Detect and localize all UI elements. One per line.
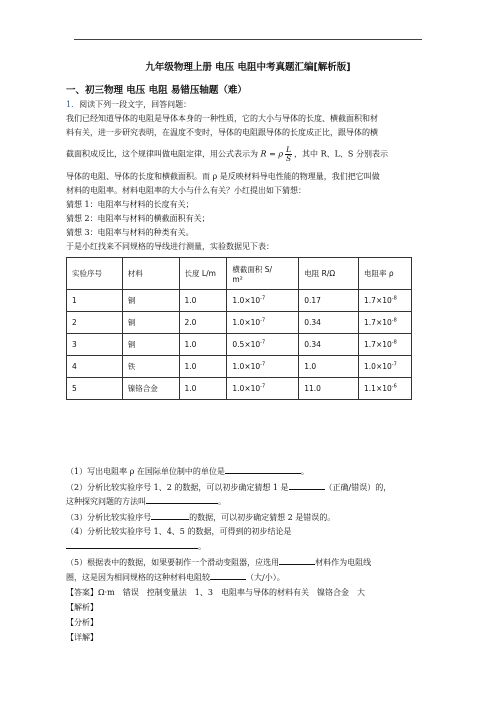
- header-cell: 电阻 R/Ω: [299, 258, 359, 290]
- cell-length: 1.0: [179, 334, 227, 356]
- table-row: [67, 290, 412, 312]
- body-line: 材料的电阻率。材料电阻率的大小与什么有关？小红提出如下猜想：: [66, 186, 306, 195]
- subquestion-2-cont: [66, 495, 226, 507]
- cell-material: 铜: [122, 312, 179, 334]
- area-exp: -7: [260, 295, 266, 302]
- cell-resistance: 1.0: [299, 356, 359, 378]
- breakdown-label: 【分析】: [66, 618, 98, 627]
- subquestion-2-text: （2）分析比较实验序号 1、2 的数据，可以初步确定猜想 1 是: [66, 483, 289, 492]
- answer-blank: [66, 540, 198, 549]
- table-row: [67, 312, 412, 334]
- guess-3: 猜想 3：电阻率与材料的种类有关。: [66, 228, 194, 237]
- cell-index: 4: [67, 356, 123, 378]
- section-heading: 一、初三物理 电压 电阻 易错压轴题（难）: [66, 85, 247, 96]
- cell-length: 2.0: [179, 312, 227, 334]
- cell-resistivity: [359, 356, 412, 378]
- punct: 。: [300, 467, 309, 476]
- question-number: 1．: [66, 100, 80, 109]
- subquestion-2-text-b: （正确/错误）的，: [324, 483, 392, 492]
- answer-blank: [279, 556, 315, 565]
- answer-blank: [225, 465, 301, 474]
- formula-line-after: ，其中 R、L、S 分别表示: [294, 149, 388, 159]
- cell-material: 铜: [122, 334, 179, 356]
- subquestion-5-cont: [66, 571, 285, 583]
- subquestion-2: [66, 481, 391, 493]
- cell-resistivity: [359, 312, 412, 334]
- formula-lhs: R = ρ: [260, 149, 284, 159]
- question-intro-text: 阅读下列一段文字，回答问题：: [79, 100, 192, 109]
- cell-index: 3: [67, 334, 123, 356]
- rho-exp: -8: [391, 295, 397, 302]
- header-cell: [227, 258, 299, 290]
- header-cell: 长度 L/m: [179, 258, 227, 290]
- rho-exp: -6: [391, 383, 397, 390]
- subquestion-5-text: （5）根据表中的数据，如果要制作一个滑动变阻器，应选用: [66, 558, 280, 567]
- header-cell: 材料: [122, 258, 179, 290]
- cell-length: 1.0: [179, 290, 227, 312]
- header-cell: 实验序号: [67, 258, 123, 290]
- subquestion-3-text-b: 的数据，可以初步确定猜想 2 是错误的。: [189, 513, 336, 522]
- subquestion-1-text: （1）写出电阻率 ρ 在国际单位制中的单位是: [66, 467, 225, 476]
- cell-length: 1.0: [179, 356, 227, 378]
- formula-fraction: [285, 146, 292, 163]
- answer-label: 【答案】: [66, 588, 98, 597]
- table-row: [67, 378, 412, 400]
- area-exp: -7: [260, 383, 266, 390]
- answer-line: [66, 587, 365, 598]
- subquestion-5: [66, 556, 371, 568]
- table-header-row: [67, 258, 412, 290]
- detail-label: 【详解】: [66, 633, 98, 642]
- formula-line: [66, 146, 432, 163]
- punct: 。: [218, 497, 226, 506]
- cell-length: 1.0: [179, 378, 227, 400]
- analysis-label: 【解析】: [66, 603, 98, 612]
- body-line: 导体的电阻、导体的长度和横截面积。而 ρ 是反映材料导电性能的物理量，我们把它叫做: [66, 172, 380, 181]
- cell-area: [227, 378, 299, 400]
- answer-blank: [146, 495, 218, 504]
- rho-base: 1.7×10: [364, 340, 392, 349]
- page-title: 九年级物理上册 电压 电阻中考真题汇编[解析版]: [145, 62, 351, 73]
- header-cell: 电阻率 ρ: [359, 258, 412, 290]
- rho-exp: -8: [391, 317, 397, 324]
- cell-resistivity: [359, 290, 412, 312]
- cell-material: 铜: [122, 290, 179, 312]
- punct: 。: [198, 542, 206, 551]
- area-base: 1.0×10: [232, 384, 261, 393]
- cell-resistance: 11.0: [299, 378, 359, 400]
- answer-blank: [289, 481, 325, 490]
- cell-index: 1: [67, 290, 123, 312]
- rho-base: 1.7×10: [364, 296, 392, 305]
- table-row: [67, 334, 412, 356]
- cell-resistance: 0.34: [299, 334, 359, 356]
- answer-blank: [151, 511, 189, 520]
- cell-area: [227, 290, 299, 312]
- subquestion-1: [66, 465, 309, 477]
- resistance-formula: [261, 146, 295, 163]
- rho-exp: -7: [391, 361, 397, 368]
- area-base: 1.0×10: [232, 362, 261, 371]
- subquestion-3-text: （3）分析比较实验序号: [66, 513, 152, 522]
- guess-2: 猜想 2：电阻率与材料的横截面积有关；: [66, 214, 210, 223]
- header-rule: [74, 39, 422, 40]
- cell-index: 5: [67, 378, 123, 400]
- cell-material: 铁: [122, 356, 179, 378]
- subquestion-4-text: （4）分析比较实验序号 1、4、5 的数据，可得到的初步结论是: [66, 527, 292, 536]
- rho-base: 1.7×10: [364, 318, 392, 327]
- body-line: 料有关，进一步研究表明，在温度不变时，导体的电阻跟导体的长度成正比，跟导体的横: [66, 128, 378, 137]
- area-exp: -7: [260, 339, 266, 346]
- data-table: [66, 257, 412, 400]
- formula-denominator: S: [285, 154, 292, 163]
- cell-area: [227, 312, 299, 334]
- guess-1: 猜想 1：电阻率与材料的长度有关；: [66, 200, 194, 209]
- formula-line-before: 截面积成反比，这个规律叫做电阻定律，用公式表示为: [66, 149, 258, 159]
- area-base: 0.5×10: [232, 340, 261, 349]
- table-intro: 于是小红找来不同规格的导线进行测量，实验数据见下表：: [66, 242, 274, 251]
- cell-index: 2: [67, 312, 123, 334]
- area-exp: -7: [260, 317, 266, 324]
- subquestion-5-text-b: 材料作为电阻线: [315, 558, 372, 567]
- header-area-line2: m²: [232, 274, 243, 284]
- subquestion-5-text-c: 圈，这是因为相同规格的这种材料电阻较: [66, 573, 210, 582]
- rho-base: 1.0×10: [364, 362, 392, 371]
- cell-material: 镍铬合金: [122, 378, 179, 400]
- area-exp: -7: [260, 361, 266, 368]
- cell-resistivity: [359, 334, 412, 356]
- table-row: [67, 356, 412, 378]
- area-base: 1.0×10: [232, 318, 261, 327]
- formula-numerator: L: [286, 145, 292, 154]
- header-area-line1: 横截面积 S/: [232, 264, 273, 274]
- answer-text: Ω·m 错误 控制变量法 1、3 电阻率与导体的材料有关 镍铬合金 大: [98, 588, 365, 597]
- cell-resistivity: [359, 378, 412, 400]
- cell-resistance: 0.17: [299, 290, 359, 312]
- rho-exp: -8: [391, 339, 397, 346]
- subquestion-3: [66, 511, 335, 523]
- rho-base: 1.1×10: [364, 384, 392, 393]
- subquestion-2-text-c: 这种探究问题的方法叫: [66, 497, 146, 506]
- subquestion-5-text-d: （大/小）。: [246, 573, 285, 582]
- subquestion-4: [66, 526, 291, 537]
- area-base: 1.0×10: [232, 296, 261, 305]
- question-intro: [66, 99, 432, 110]
- subquestion-4-blank: [66, 540, 206, 552]
- cell-resistance: 0.34: [299, 312, 359, 334]
- cell-area: [227, 356, 299, 378]
- answer-blank: [210, 571, 246, 580]
- body-line: 我们已经知道导体的电阻是导体本身的一种性质，它的大小与导体的长度、横截面积和材: [66, 114, 378, 123]
- cell-area: [227, 334, 299, 356]
